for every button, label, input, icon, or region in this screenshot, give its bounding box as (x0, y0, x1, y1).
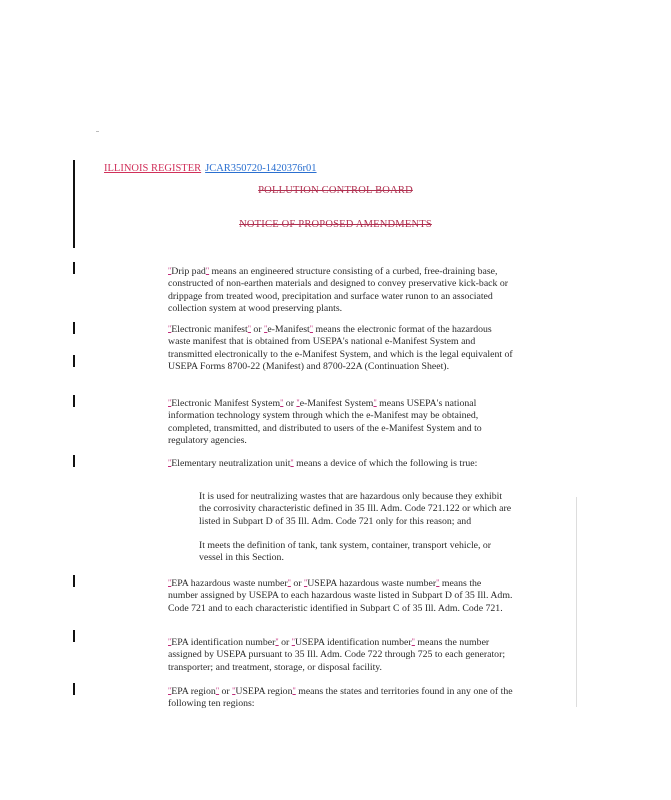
change-bar-header (73, 160, 75, 248)
definition-electronic-manifest-system: "Electronic Manifest System" or "e-Manifest System" means USEPA's national information technology system through which the e-Manifest may be obtained, completed, transmitted, and distributed to users of the e-Manifest System and to regulatory agencies. (168, 398, 482, 446)
term: EPA region (171, 686, 216, 697)
term: Elementary neutralization unit (171, 458, 291, 469)
board-title: POLLUTION CONTROL BOARD (258, 185, 413, 196)
register-header (104, 163, 317, 174)
term: e-Manifest System (299, 398, 374, 409)
change-bar-2 (73, 322, 75, 334)
definition-epa-region: "EPA region" or "USEPA region" means the states and territories found in any one of the following ten regions: (168, 686, 513, 710)
scan-edge-line (576, 497, 577, 707)
term: Electronic Manifest System (171, 398, 281, 409)
neutralization-item-1: It is used for neutralizing wastes that are hazardous only because they exhibit the corrosivity characteristic defined in 35 Ill. Adm. Code 721.122 or which are listed in Subpart D of 35 Ill. Adm. Code 721 only for this reason; and (199, 491, 512, 527)
scan-speck (96, 131, 99, 132)
change-bar-5 (73, 455, 75, 467)
change-bar-6 (73, 575, 75, 587)
definition-electronic-manifest: "Electronic manifest" or "e-Manifest" means the electronic format of the hazardous waste manifest that is obtained from USEPA's national e-Manifest System and transmitted electronically to the e-Manifest System, and which is the legal equivalent of USEPA Forms 8700-22 (Manifest) and 8700-22A (Continuation Sheet). (168, 324, 513, 372)
term: EPA hazardous waste number (171, 578, 288, 589)
jcar-code: JCAR350720-1420376r01 (205, 163, 317, 174)
term: USEPA identification number (294, 637, 412, 648)
change-bar-7 (73, 630, 75, 642)
neutralization-item-2: It meets the definition of tank, tank system, container, transport vehicle, or vessel in this Section. (199, 540, 492, 564)
term: Drip pad (171, 266, 206, 277)
change-bar-8 (73, 683, 75, 695)
register-title: ILLINOIS REGISTER (104, 163, 202, 174)
change-bar-3 (73, 355, 75, 367)
definition-elementary-neutralization-unit: "Elementary neutralization unit" means a device of which the following is true: (168, 458, 478, 469)
definition-epa-identification-number: "EPA identification number" or "USEPA identification number" means the number assigned by USEPA pursuant to 35 Ill. Adm. Code 722 through 725 to each generator; transporter; and treatment, storage, or disposal facility. (168, 637, 506, 673)
change-bar-1 (73, 262, 75, 274)
term: Electronic manifest (171, 324, 248, 335)
term: USEPA hazardous waste number (307, 578, 437, 589)
definition-epa-hazardous-waste-number: "EPA hazardous waste number" or "USEPA hazardous waste number" means the number assigned by USEPA to each hazardous waste listed in Subpart D of 35 Ill. Adm. Code 721 and to each characteristic identified in Subpart C of 35 Ill. Adm. Code 721. (168, 578, 513, 614)
term: USEPA region (235, 686, 293, 697)
notice-title: NOTICE OF PROPOSED AMENDMENTS (239, 219, 432, 230)
term: e-Manifest (267, 324, 310, 335)
term: EPA identification number (171, 637, 276, 648)
definition-drip-pad: "Drip pad" means an engineered structure consisting of a curbed, free-draining base, constructed of non-earthen materials and designed to convey preservative kick-back or drippage from treated wood, precipitation and surface water runon to an associated collection system at wood preserving plants. (168, 266, 509, 314)
change-bar-4 (73, 395, 75, 407)
